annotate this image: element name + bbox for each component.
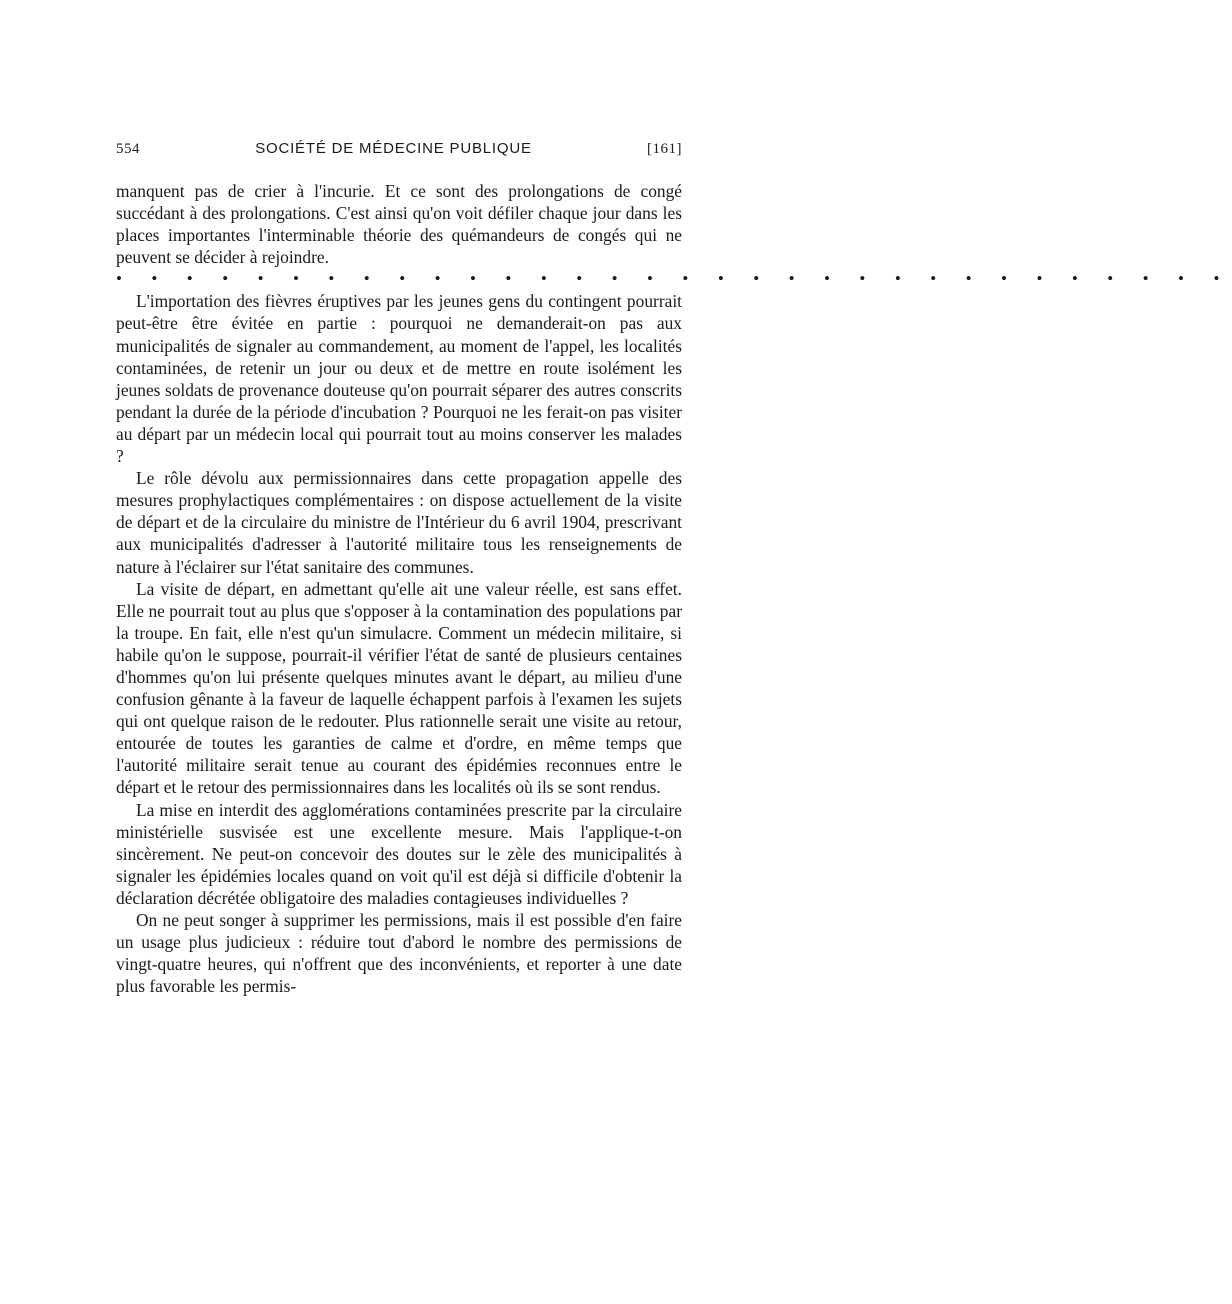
paragraph-visite-depart: La visite de départ, en admettant qu'elle ait une valeur réelle, est sans effet. Elle ne pourrait tout au plus que s'opposer à la contamination des populations par la troupe. En fait, elle n'est qu'un simulacre. Comment un médecin militaire, si habile qu'on le suppose, pourrait-il vérifier l'état de santé de plusieurs centaines d'hommes qu'on lui présente quelques minutes avant le départ, au milieu d'une confusion gênante à la faveur de laquelle échappent parfois à l'examen les sujets qui ont quelque raison de le redouter. Plus rationnelle serait une visite au retour, entourée de toutes les garanties de calme et d'ordre, en même temps que l'autorité militaire serait tenue au courant des épidémies reconnues entre le départ et le retour des permissionnaires dans les localités où ils se sont rendus. [116,578,682,798]
body-text [116,180,1232,997]
running-head [116,140,682,168]
paragraph-permissionnaires: Le rôle dévolu aux permissionnaires dans cette propagation appelle des mesures prophylactiques complémentaires : on dispose actuellement de la visite de départ et de la circulaire du ministre de l'Intérieur du 6 avril 1904, prescrivant aux municipalités d'adresser à l'autorité militaire tous les renseignements de nature à l'éclairer sur l'état sanitaire des communes. [116,468,682,577]
paragraph-continuation: manquent pas de crier à l'incurie. Et ce sont des prolongations de congé succédant à des prolongations. C'est ainsi qu'on voit défiler chaque jour dans les places importantes l'interminable théorie des quémandeurs de congés qui ne peuvent se décider à rejoindre. [116,181,682,268]
paragraph-permissions: On ne peut songer à supprimer les permissions, mais il est possible d'en faire un usage plus judicieux : réduire tout d'abord le nombre des permissions de vingt-quatre heures, qui n'offrent que des inconvénients, et reporter à une date plus favorable les permis- [116,910,682,997]
bracket-number: [161] [647,141,682,157]
paragraph-importation: L'importation des fièvres éruptives par les jeunes gens du contingent pourrait peut-être être évitée en partie : pourquoi ne demanderait-on pas aux municipalités de signaler au commandement, au moment de l'appel, les localités contaminées, de retenir un jour ou deux et de mettre en route isolément les jeunes soldats de provenance douteuse qu'on pourrait séparer des autres conscrits pendant la durée de la période d'incubation ? Pourquoi ne les ferait-on pas visiter au départ par un médecin local qui pourrait tout au moins conserver les malades ? [116,291,682,467]
book-page [116,140,1232,997]
paragraph-mise-en-interdit: La mise en interdit des agglomérations contaminées prescrite par la circulaire ministérielle susvisée est une excellente mesure. Mais l'applique-t-on sincèrement. Ne peut-on concevoir des doutes sur le zèle des municipalités à signaler les épidémies locales quand on voit qu'il est déjà si difficile d'obtenir la déclaration décrétée obligatoire des maladies contagieuses individuelles ? [116,799,682,908]
running-title: SOCIÉTÉ DE MÉDECINE PUBLIQUE [255,140,532,157]
page-number: 554 [116,141,140,157]
ellipsis-row: • • • • • • • • • • • • • • • • • • • • • • • • • • • • • • • • [116,269,1232,289]
